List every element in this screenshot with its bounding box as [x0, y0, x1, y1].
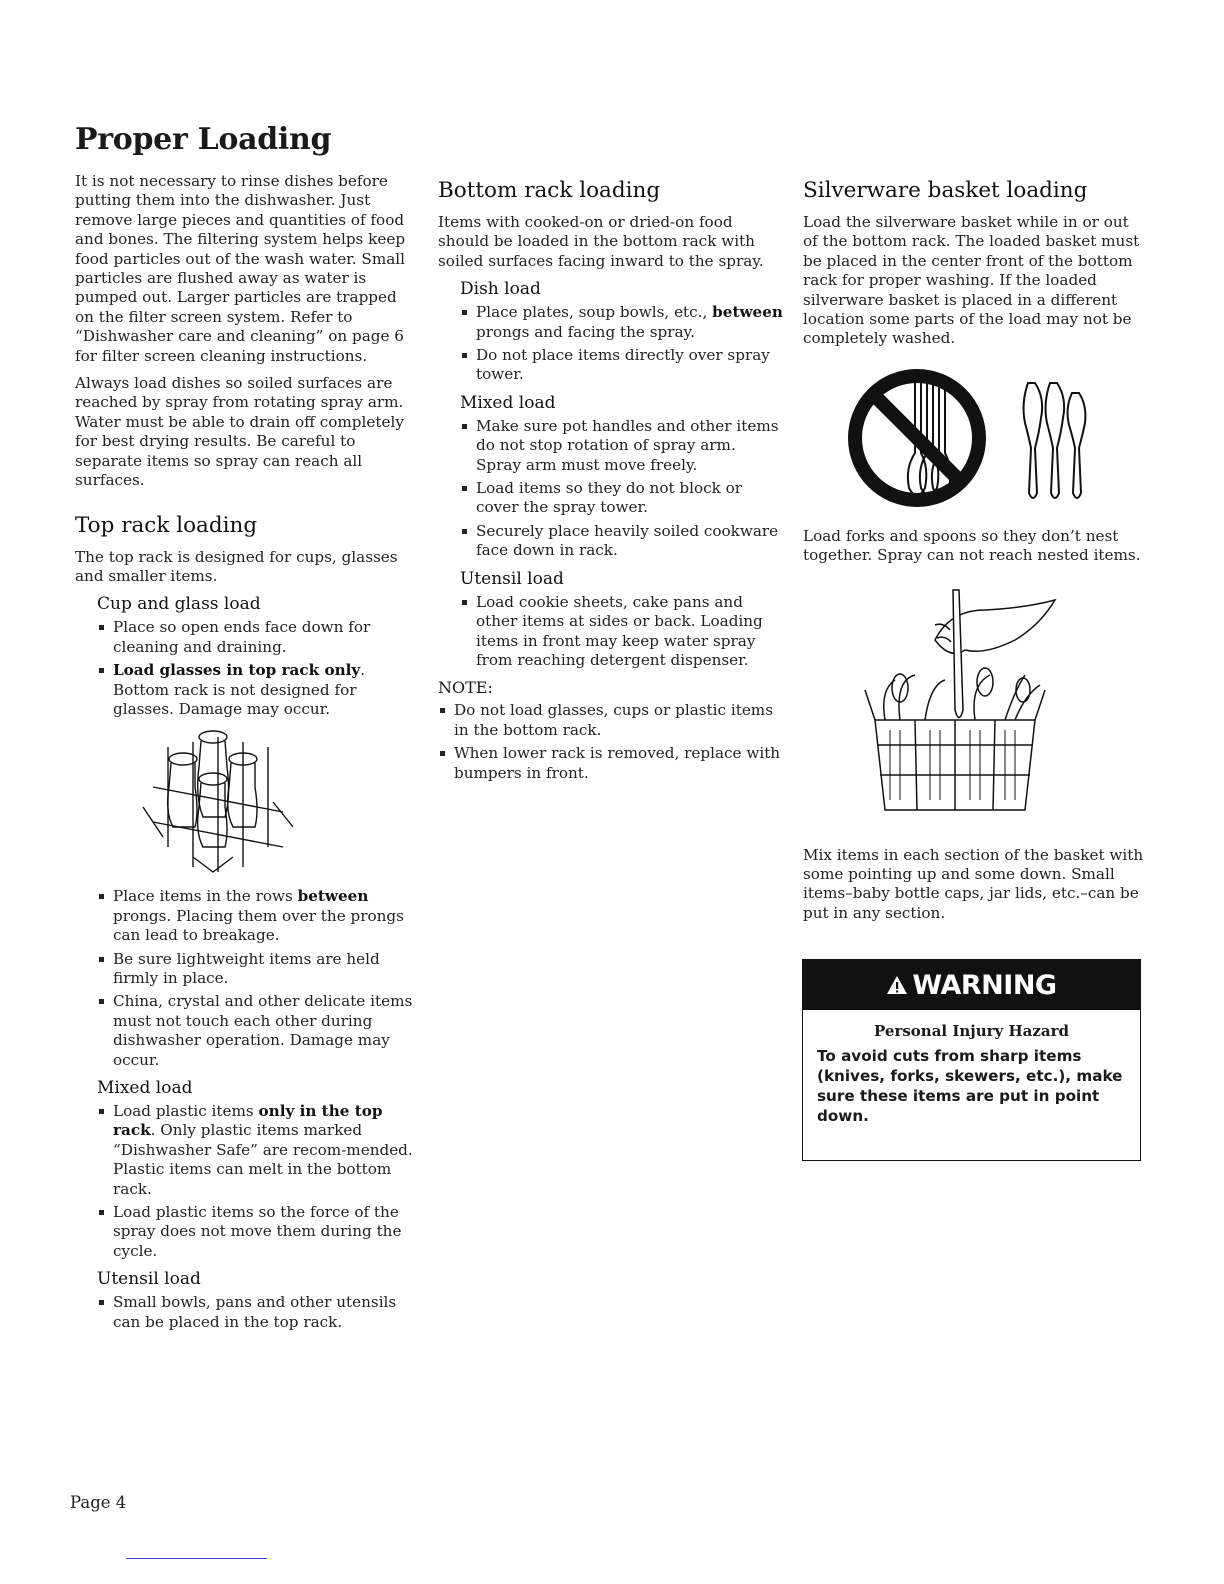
list-item: Small bowls, pans and other utensils can be placed in the top rack. — [97, 1293, 420, 1332]
cup-glass-list — [97, 618, 420, 719]
dish-load-heading: Dish load — [460, 279, 541, 300]
silverware-basket-illustration — [855, 580, 1065, 820]
top-mixed-list — [97, 1102, 420, 1261]
intro-paragraph-1: It is not necessary to rinse dishes before putting them into the dishwasher. Just remove large pieces and quantities of food and bones. The filtering system helps keep food particles out of the wash water. Small particles are flushed away as water is pumped out. Larger particles are trapped on the filter screen system. Refer to “Dishwasher care and cleaning” on page 6 for filter screen cleaning instructions. — [75, 172, 406, 365]
nest-caption: Load forks and spoons so they don’t nest together. Spray can not reach nested items. — [803, 526, 1141, 565]
top-utensil-heading: Utensil load — [97, 1269, 201, 1290]
cup-glass-heading: Cup and glass load — [97, 594, 261, 615]
column-left — [75, 172, 420, 1340]
bottom-divider — [126, 1558, 267, 1559]
intro-paragraph-2: Always load dishes so soiled surfaces are reached by spray from rotating spray arm. Water must be able to drain off completely for best drying results. Be careful to separate items so spray can reach all surfaces. — [75, 374, 404, 490]
warning-text: To avoid cuts from sharp items (knives, forks, skewers, etc.), make sure these items are put in point down. — [817, 1047, 1123, 1125]
bottom-rack-heading: Bottom rack loading — [438, 178, 661, 203]
warning-box — [802, 959, 1141, 1161]
list-item: Make sure pot handles and other items do not stop rotation of spray arm. Spray arm must move freely. — [460, 417, 783, 475]
column-right — [803, 178, 1148, 931]
bottom-mixed-heading: Mixed load — [460, 392, 556, 413]
mix-caption: Mix items in each section of the basket with some pointing up and some down. Small items–baby bottle caps, jar lids, etc.–can be put in any section. — [803, 845, 1144, 922]
list-item: Securely place heavily soiled cookware face down in rack. — [460, 522, 783, 561]
top-utensil-list — [97, 1293, 420, 1332]
silverware-intro: Load the silverware basket while in or out of the bottom rack. The loaded basket must be placed in the center front of the bottom rack for proper washing. If the loaded silverware basket is placed in a different location some parts of the load may not be completely washed. — [803, 213, 1140, 348]
dish-load-list — [460, 303, 783, 385]
warning-label: WARNING — [912, 969, 1057, 1001]
list-item: When lower rack is removed, replace with bumpers in front. — [438, 744, 783, 783]
warning-hazard: Personal Injury Hazard — [874, 1022, 1069, 1040]
list-item: Place so open ends face down for cleaning and draining. — [97, 618, 420, 657]
glasses-in-rack-illustration — [133, 727, 333, 877]
note-list — [438, 701, 783, 783]
bottom-utensil-list — [460, 593, 783, 671]
top-rack-intro: The top rack is designed for cups, glasses and smaller items. — [75, 547, 398, 585]
page-title: Proper Loading — [75, 122, 332, 157]
bottom-mixed-list — [460, 417, 783, 561]
placement-list — [97, 887, 420, 1070]
list-item: Place plates, soup bowls, etc., between prongs and facing the spray. — [460, 303, 783, 342]
list-item: Load items so they do not block or cover the spray tower. — [460, 479, 783, 518]
column-middle — [438, 178, 783, 791]
list-item: Do not load glasses, cups or plastic items in the bottom rack. — [438, 701, 783, 740]
list-item: Load cookie sheets, cake pans and other items at sides or back. Loading items in front may keep water spray from reaching detergent dispenser. — [460, 593, 783, 671]
top-rack-heading: Top rack loading — [75, 512, 258, 538]
note-label: NOTE: — [438, 678, 493, 698]
list-item: China, crystal and other delicate items must not touch each other during dishwasher operation. Damage may occur. — [97, 992, 420, 1070]
page-number: Page 4 — [70, 1493, 127, 1512]
prohibited-nesting-icon — [845, 363, 1095, 513]
bottom-rack-intro: Items with cooked-on or dried-on food should be loaded in the bottom rack with soiled surfaces facing inward to the spray. — [438, 213, 764, 270]
warning-header — [803, 960, 1140, 1010]
list-item: Load plastic items so the force of the spray does not move them during the cycle. — [97, 1203, 420, 1261]
warning-triangle-icon — [886, 975, 908, 995]
top-mixed-heading: Mixed load — [97, 1078, 193, 1098]
silverware-heading: Silverware basket loading — [803, 178, 1088, 203]
list-item: Load glasses in top rack only. Bottom rack is not designed for glasses. Damage may occur. — [97, 661, 420, 719]
bottom-utensil-heading: Utensil load — [460, 568, 564, 589]
list-item: Be sure lightweight items are held firmly in place. — [97, 950, 420, 989]
list-item: Load plastic items only in the top rack. Only plastic items marked “Dishwasher Safe” are recom-mended. Plastic items can melt in the bottom rack. — [97, 1102, 420, 1199]
list-item: Place items in the rows between prongs. Placing them over the prongs can lead to breakage. — [97, 887, 420, 945]
list-item: Do not place items directly over spray tower. — [460, 346, 783, 385]
